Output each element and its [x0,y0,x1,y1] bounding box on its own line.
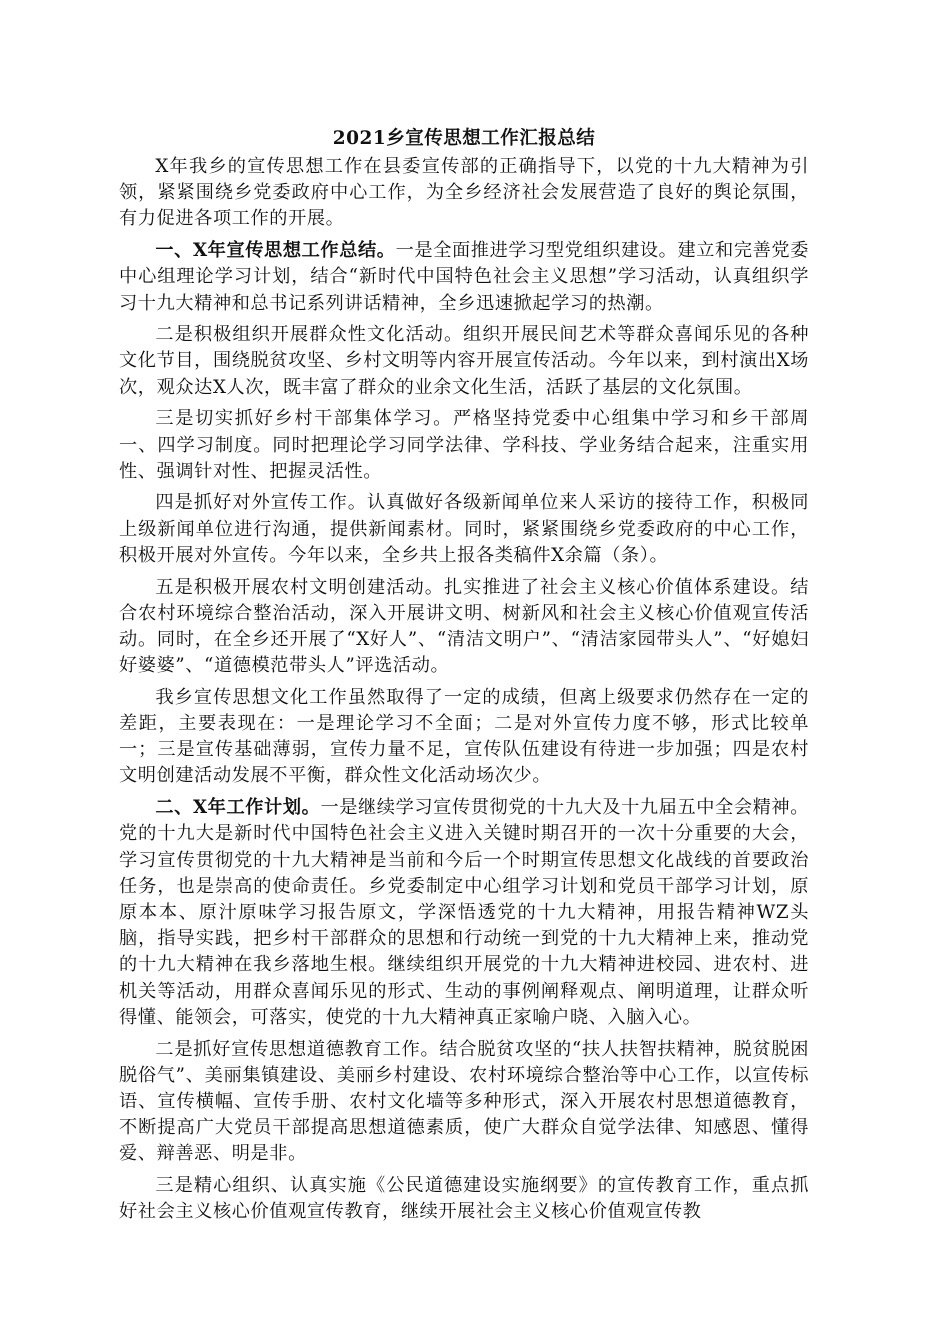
paragraph-external-publicity [119,490,809,569]
document-page [119,126,809,1231]
paragraph-section-2 [119,795,809,1031]
paragraph-text: 二是抓好宣传思想道德教育工作。结合脱贫攻坚的“扶人扶智扶精神，脱贫脱困脱俗气”、美丽集镇建设、美丽乡村建设、农村环境综合整治等中心工作，以宣传标语、宣传横幅、宣传手册、农村文化墙等多种形式，深入开展农村思想道德教育，不断提高广大党员干部提高思想道德素质，使广大群众自觉学法律、知感恩、懂得爱、辩善恶、明是非。 [119,1038,809,1165]
paragraph-text: 我乡宣传思想文化工作虽然取得了一定的成绩，但离上级要求仍然存在一定的差距，主要表现在：一是理论学习不全面；二是对外宣传力度不够，形式比较单一；三是宣传基础薄弱，宣传力量不足，宣传队伍建设有待进一步加强；四是农村文明创建活动发展不平衡，群众性文化活动场次少。 [119,686,809,787]
paragraph-text: 四是抓好对外宣传工作。认真做好各级新闻单位来人采访的接待工作，积极同上级新闻单位进行沟通，提供新闻素材。同时，紧紧围绕乡党委政府的中心工作，积极开展对外宣传。今年以来，全乡共上报各类稿件X余篇（条）。 [119,492,809,566]
paragraph-shortcomings [119,685,809,790]
paragraph-section-1 [119,238,809,317]
paragraph-text: 二是积极组织开展群众性文化活动。组织开展民间艺术等群众喜闻乐见的各种文化节目，围绕脱贫攻坚、乡村文明等内容开展宣传活动。今年以来，到村演出X场次，观众达X人次，既丰富了群众的业余文化生活，活跃了基层的文化氛围。 [119,324,809,398]
paragraph-text: 五是积极开展农村文明创建活动。扎实推进了社会主义核心价值体系建设。结合农村环境综合整治活动，深入开展讲文明、树新风和社会主义核心价值观宣传活动。同时，在全乡还开展了“X好人”、“清洁文明户”、“清洁家园带头人”、“好媳妇好婆婆”、“道德模范带头人”评选活动。 [119,576,809,677]
paragraph-culture-activities [119,322,809,401]
paragraph-intro [119,154,809,233]
paragraph-cadre-study [119,406,809,485]
paragraph-rural-civilization [119,575,809,680]
paragraph-text: 一是继续学习宣传贯彻党的十九大及十九届五中全会精神。党的十九大是新时代中国特色社会主义进入关键时期召开的一次十分重要的大会，学习宣传贯彻党的十九大精神是当前和今后一个时期宣传思想文化战线的首要政治任务，也是崇高的使命责任。乡党委制定中心组学习计划和党员干部学习计划，原原本本、原汁原味学习报告原文，学深悟透党的十九大精神，用报告精神WZ头脑，指导实践，把乡村干部群众的思想和行动统一到党的十九大精神上来，推动党的十九大精神在我乡落地生根。继续组织开展党的十九大精神进校园、进农村、进机关等活动，用群众喜闻乐见的形式、生动的事例阐释观点、阐明道理，让群众听得懂、能领会，可落实，使党的十九大精神真正家喻户晓、入脑入心。 [119,797,809,1028]
document-title: 2021乡宣传思想工作汇报总结 [332,128,596,149]
section-heading: 二、X年工作计划。 [155,797,321,819]
section-heading: 一、X年宣传思想工作总结。 [155,240,396,262]
paragraph-text: X年我乡的宣传思想工作在县委宣传部的正确指导下，以党的十九大精神为引领，紧紧围绕乡党委政府中心工作，为全乡经济社会发展营造了良好的舆论氛围，有力促进各项工作的开展。 [119,156,809,230]
paragraph-civic-morality [119,1173,809,1225]
paragraph-text: 一是全面推进学习型党组织建设。建立和完善党委中心组理论学习计划，结合“新时代中国特色社会主义思想”学习活动，认真组织学习十九大精神和总书记系列讲话精神，全乡迅速掀起学习的热潮。 [119,240,810,314]
paragraph-moral-education [119,1037,809,1168]
paragraph-text: 三是切实抓好乡村干部集体学习。严格坚持党委中心组集中学习和乡干部周一、四学习制度。同时把理论学习同学法律、学科技、学业务结合起来，注重实用性、强调针对性、把握灵活性。 [119,408,809,482]
paragraph-text: 三是精心组织、认真实施《公民道德建设实施纲要》的宣传教育工作，重点抓好社会主义核心价值观宣传教育，继续开展社会主义核心价值观宣传教 [119,1175,809,1223]
